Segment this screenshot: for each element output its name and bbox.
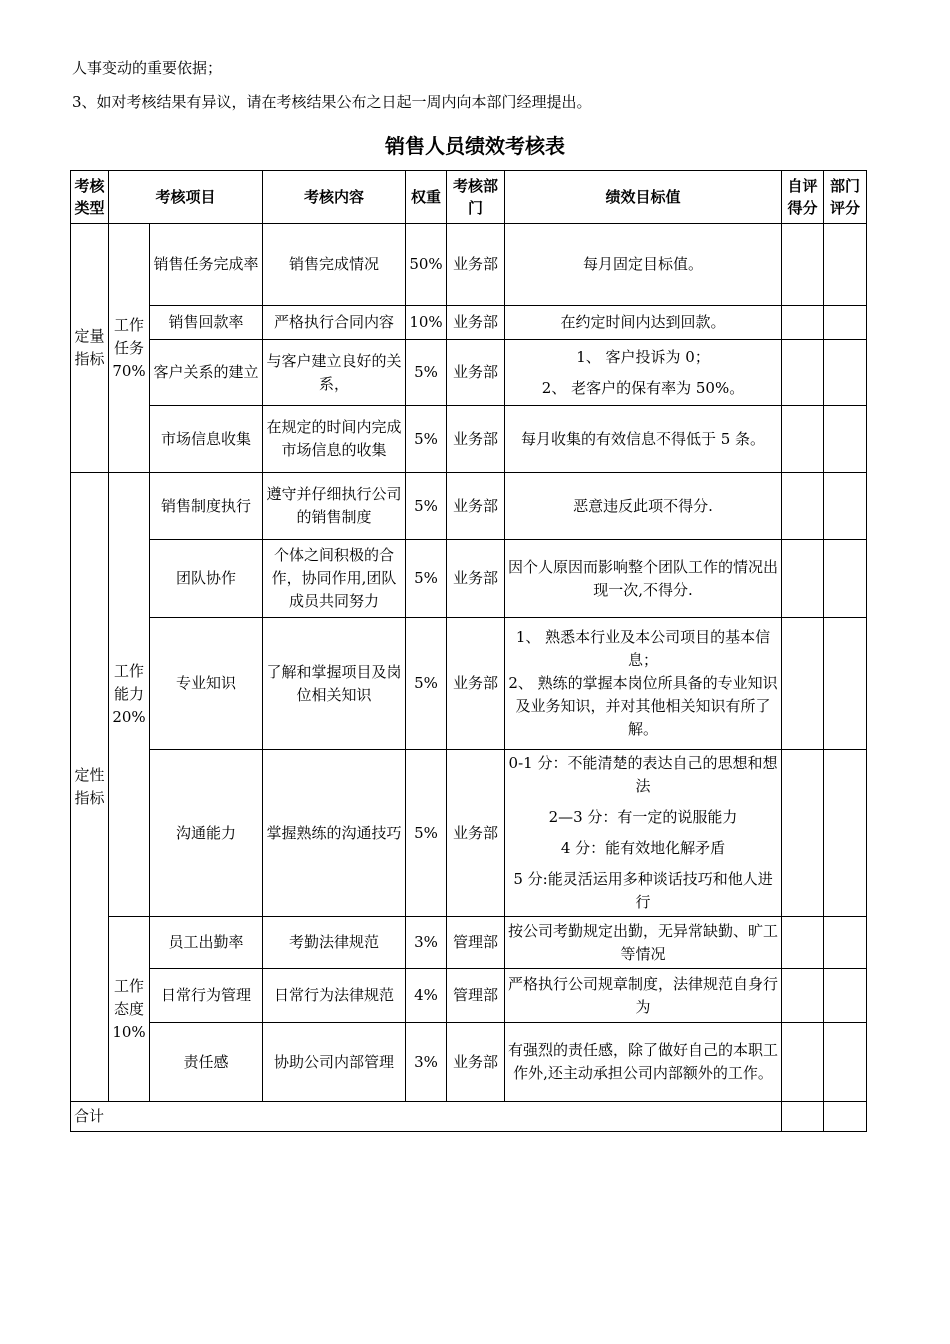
group-work-ability: 工作能力20% <box>109 473 150 917</box>
table-row <box>71 618 867 750</box>
table-row <box>71 969 867 1023</box>
dept-score-cell[interactable] <box>824 540 867 618</box>
target-cell <box>505 473 782 540</box>
target-line: 严格执行公司规章制度，法律规范自身行为 <box>508 974 779 1016</box>
target-line: 2—3 分：有一定的说服能力 <box>548 808 738 826</box>
total-label: 合计 <box>71 1102 782 1132</box>
weight-cell: 5% <box>406 473 447 540</box>
item-cell: 客户关系的建立 <box>150 340 263 406</box>
header-self-score: 自评得分 <box>782 171 824 224</box>
weight-cell: 5% <box>406 618 447 750</box>
weight-cell: 10% <box>406 306 447 340</box>
self-score-cell[interactable] <box>782 618 824 750</box>
content-cell: 了解和掌握项目及岗位相关知识 <box>263 618 406 750</box>
target-cell <box>505 224 782 306</box>
weight-cell: 50% <box>406 224 447 306</box>
table-row <box>71 540 867 618</box>
weight-cell: 5% <box>406 340 447 406</box>
header-type: 考核类型 <box>71 171 109 224</box>
intro-line-2: 3、如对考核结果有异议，请在考核结果公布之日起一周内向本部门经理提出。 <box>72 93 592 111</box>
item-cell: 责任感 <box>150 1023 263 1102</box>
content-cell: 销售完成情况 <box>263 224 406 306</box>
self-score-cell[interactable] <box>782 224 824 306</box>
total-section <box>71 1102 867 1132</box>
item-cell: 市场信息收集 <box>150 406 263 473</box>
weight-cell: 5% <box>406 406 447 473</box>
target-cell <box>505 306 782 340</box>
table-row <box>71 917 867 969</box>
content-cell: 日常行为法律规范 <box>263 969 406 1023</box>
table-row <box>71 1023 867 1102</box>
content-cell: 考勤法律规范 <box>263 917 406 969</box>
total-dept-score[interactable] <box>824 1102 867 1132</box>
header-dept: 考核部门 <box>447 171 505 224</box>
dept-cell: 管理部 <box>447 917 505 969</box>
dept-score-cell[interactable] <box>824 618 867 750</box>
target-line: 2、 老客户的保有率为 50%。 <box>541 378 745 397</box>
item-cell: 专业知识 <box>150 618 263 750</box>
dept-cell: 管理部 <box>447 969 505 1023</box>
self-score-cell[interactable] <box>782 969 824 1023</box>
self-score-cell[interactable] <box>782 1023 824 1102</box>
target-line: 1、 熟悉本行业及本公司项目的基本信息； <box>515 628 771 669</box>
header-target: 绩效目标值 <box>505 171 782 224</box>
intro-line-1: 人事变动的重要依据； <box>72 59 223 77</box>
dept-cell: 业务部 <box>447 306 505 340</box>
dept-cell: 业务部 <box>447 540 505 618</box>
group-qualitative: 定性指标 <box>71 473 109 1102</box>
group-quantitative: 定量指标 <box>71 224 109 473</box>
target-line: 按公司考勤规定出勤，无异常缺勤、旷工等情况 <box>508 921 779 963</box>
self-score-cell[interactable] <box>782 917 824 969</box>
target-cell <box>505 750 782 917</box>
header-content: 考核内容 <box>263 171 406 224</box>
target-line: 每月收集的有效信息不得低于 5 条。 <box>520 429 766 448</box>
table-row <box>71 473 867 540</box>
header-row <box>71 171 867 224</box>
dept-score-cell[interactable] <box>824 306 867 340</box>
performance-table <box>70 170 867 1132</box>
item-cell: 沟通能力 <box>150 750 263 917</box>
table-row <box>71 406 867 473</box>
target-cell <box>505 917 782 969</box>
self-score-cell[interactable] <box>782 306 824 340</box>
content-cell: 协助公司内部管理 <box>263 1023 406 1102</box>
group-work-attitude: 工作态度10% <box>109 917 150 1102</box>
content-cell: 在规定的时间内完成市场信息的收集 <box>263 406 406 473</box>
dept-cell: 业务部 <box>447 618 505 750</box>
self-score-cell[interactable] <box>782 406 824 473</box>
target-cell <box>505 969 782 1023</box>
weight-cell: 3% <box>406 1023 447 1102</box>
target-line: 因个人原因而影响整个团队工作的情况出现一次,不得分. <box>508 557 779 599</box>
item-cell: 员工出勤率 <box>150 917 263 969</box>
self-score-cell[interactable] <box>782 540 824 618</box>
weight-cell: 5% <box>406 540 447 618</box>
weight-cell: 5% <box>406 750 447 917</box>
dept-cell: 业务部 <box>447 1023 505 1102</box>
total-row <box>71 1102 867 1132</box>
target-line: 2、 熟练的掌握本岗位所具备的专业知识及业务知识，并对其他相关知识有所了解。 <box>508 674 778 738</box>
target-line: 0-1 分：不能清楚的表达自己的思想和想法 <box>508 754 778 795</box>
item-cell: 日常行为管理 <box>150 969 263 1023</box>
dept-score-cell[interactable] <box>824 224 867 306</box>
target-line: 有强烈的责任感，除了做好自己的本职工作外,还主动承担公司内部额外的工作。 <box>508 1041 779 1082</box>
content-cell: 严格执行合同内容 <box>263 306 406 340</box>
target-line: 每月固定目标值。 <box>583 255 704 273</box>
table-row <box>71 750 867 917</box>
dept-score-cell[interactable] <box>824 406 867 473</box>
target-line: 恶意违反此项不得分. <box>573 496 713 515</box>
dept-cell: 业务部 <box>447 224 505 306</box>
weight-cell: 3% <box>406 917 447 969</box>
item-cell: 销售任务完成率 <box>150 224 263 306</box>
total-self-score[interactable] <box>782 1102 824 1132</box>
self-score-cell[interactable] <box>782 750 824 917</box>
table-row <box>71 340 867 406</box>
dept-score-cell[interactable] <box>824 340 867 406</box>
dept-score-cell[interactable] <box>824 473 867 540</box>
dept-cell: 业务部 <box>447 473 505 540</box>
target-line: 1、 客户投诉为 0； <box>576 347 710 366</box>
target-line: 5 分:能灵活运用多种谈话技巧和他人进行 <box>513 870 773 911</box>
item-cell: 销售制度执行 <box>150 473 263 540</box>
content-cell: 掌握熟练的沟通技巧 <box>263 750 406 917</box>
content-cell: 遵守并仔细执行公司的销售制度 <box>263 473 406 540</box>
target-cell <box>505 1023 782 1102</box>
content-cell: 与客户建立良好的关系， <box>263 340 406 406</box>
dept-score-cell[interactable] <box>824 750 867 917</box>
dept-cell: 业务部 <box>447 750 505 917</box>
self-score-cell[interactable] <box>782 340 824 406</box>
target-line: 4 分：能有效地化解矛盾 <box>560 839 726 857</box>
self-score-cell[interactable] <box>782 473 824 540</box>
weight-cell: 4% <box>406 969 447 1023</box>
target-cell <box>505 406 782 473</box>
table-body <box>71 171 867 1102</box>
item-cell: 销售回款率 <box>150 306 263 340</box>
target-cell <box>505 340 782 406</box>
target-line: 在约定时间内达到回款。 <box>560 313 726 331</box>
dept-cell: 业务部 <box>447 340 505 406</box>
header-item: 考核项目 <box>109 171 263 224</box>
table-title: 销售人员绩效考核表 <box>385 134 565 158</box>
header-dept-score: 部门评分 <box>824 171 867 224</box>
dept-score-cell[interactable] <box>824 969 867 1023</box>
target-cell <box>505 618 782 750</box>
group-work-task: 工作任务70% <box>109 224 150 473</box>
table-row <box>71 306 867 340</box>
content-cell: 个体之间积极的合作，协同作用,团队成员共同努力 <box>263 540 406 618</box>
header-weight: 权重 <box>406 171 447 224</box>
table-row <box>71 224 867 306</box>
target-cell <box>505 540 782 618</box>
item-cell: 团队协作 <box>150 540 263 618</box>
dept-score-cell[interactable] <box>824 917 867 969</box>
dept-cell: 业务部 <box>447 406 505 473</box>
dept-score-cell[interactable] <box>824 1023 867 1102</box>
